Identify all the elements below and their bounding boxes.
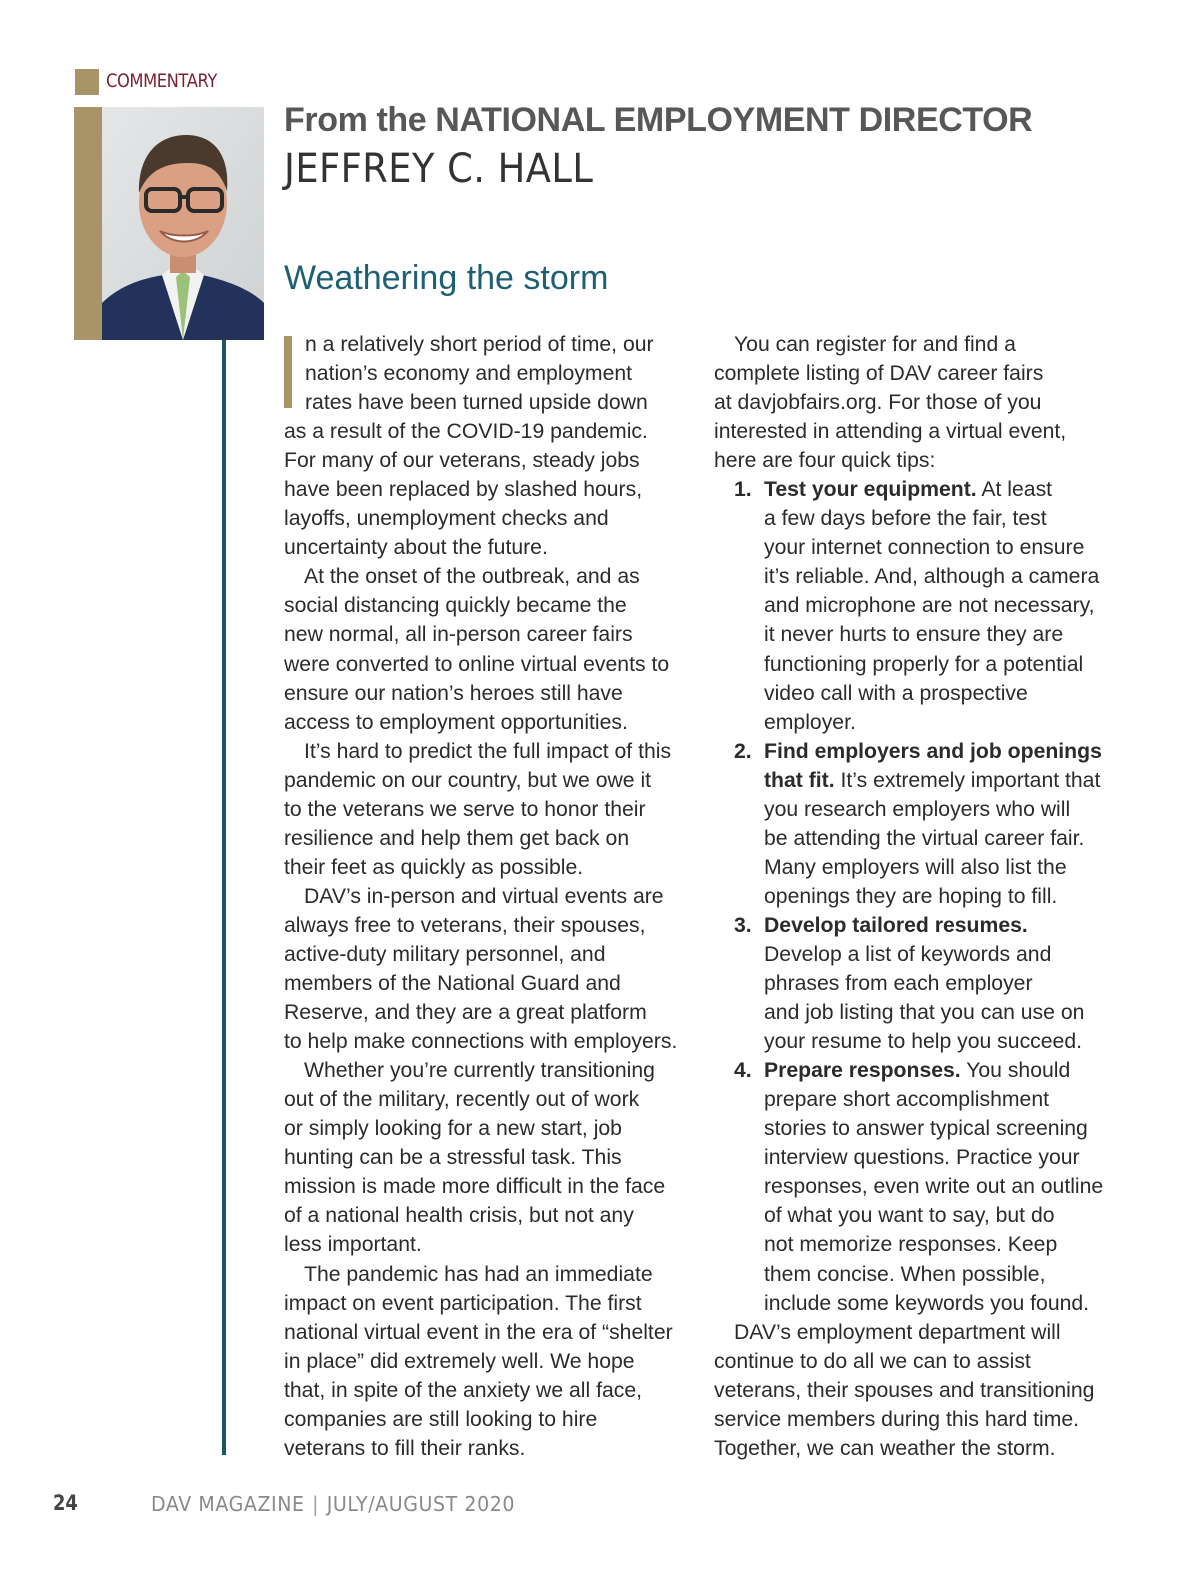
- section-marker: [75, 69, 99, 95]
- column-kicker: [284, 101, 1032, 140]
- text-line: it never hurts to ensure they are: [764, 623, 1064, 647]
- drop-cap-bar: [284, 336, 292, 408]
- text-line: or simply looking for a new start, job: [284, 1117, 622, 1141]
- text-line: interested in attending a virtual event,: [714, 420, 1067, 444]
- text-line: prepare short accomplishment: [764, 1088, 1049, 1112]
- text-line: pandemic on our country, but we owe it: [284, 768, 652, 792]
- text-line: At least: [976, 478, 1053, 502]
- tip-number: 1.: [734, 478, 752, 502]
- tip-number: 3.: [734, 913, 752, 937]
- tip-item: [714, 737, 1126, 911]
- page-number: 24: [53, 1491, 78, 1515]
- text-line: continue to do all we can to assist: [714, 1349, 1031, 1373]
- text-line: Develop a list of keywords and: [764, 942, 1052, 966]
- author-photo: [102, 107, 264, 340]
- paragraph: [714, 1318, 1126, 1463]
- text-line: service members during this hard time.: [714, 1407, 1080, 1431]
- text-line: hunting can be a stressful task. This: [284, 1146, 622, 1170]
- author-name: JEFFREY C. HALL: [284, 146, 594, 192]
- paragraph: [284, 737, 694, 882]
- issue-date: JULY/AUGUST 2020: [326, 1492, 516, 1516]
- text-line: new normal, all in-person career fairs: [284, 623, 633, 647]
- text-line: out of the military, recently out of work: [284, 1088, 640, 1112]
- paragraph: [284, 1056, 694, 1259]
- text-line: them concise. When possible,: [764, 1262, 1046, 1286]
- tip-number: 4.: [734, 1059, 752, 1083]
- text-line: functioning properly for a potential: [764, 652, 1084, 676]
- text-line: mission is made more difficult in the face: [284, 1175, 666, 1199]
- tip-item: [714, 1056, 1126, 1317]
- article-right-column: [714, 330, 1126, 1463]
- text-line: ensure our nation’s heroes still have: [284, 681, 623, 705]
- text-line: you research employers who will: [764, 797, 1071, 821]
- text-line: active-duty military personnel, and: [284, 942, 606, 966]
- text-line: to help make connections with employers.: [284, 1030, 678, 1054]
- text-line: social distancing quickly became the: [284, 594, 627, 618]
- text-line: as a result of the COVID-19 pandemic.: [284, 420, 648, 444]
- text-line: layoffs, unemployment checks and: [284, 507, 609, 531]
- section-label: COMMENTARY: [106, 70, 217, 92]
- text-line: You can register for and find a: [734, 333, 1016, 356]
- text-line: DAV’s employment department will: [734, 1320, 1061, 1344]
- publication-name: DAV MAGAZINE: [151, 1492, 305, 1516]
- text-line: For many of our veterans, steady jobs: [284, 449, 640, 473]
- text-line: your internet connection to ensure: [764, 536, 1085, 560]
- text-line: companies are still looking to hire: [284, 1407, 598, 1431]
- text-line: The pandemic has had an immediate: [304, 1262, 653, 1286]
- kicker-prefix: From the: [284, 101, 427, 139]
- text-line: not memorize responses. Keep: [764, 1233, 1058, 1257]
- paragraph: [284, 330, 694, 562]
- text-line: DAV’s in-person and virtual events are: [304, 884, 664, 908]
- text-line: employer.: [764, 710, 856, 734]
- text-line: less important.: [284, 1233, 422, 1257]
- text-line: in place” did extremely well. We hope: [284, 1349, 635, 1373]
- text-line: At the onset of the outbreak, and as: [304, 565, 640, 589]
- text-line: You should: [960, 1059, 1071, 1083]
- text-line: include some keywords you found.: [764, 1291, 1090, 1315]
- article-headline: Weathering the storm: [284, 259, 609, 297]
- text-line: access to employment opportunities.: [284, 710, 628, 734]
- text-line: a few days before the fair, test: [764, 507, 1047, 531]
- tip-title: Develop tailored resumes.: [764, 913, 1028, 937]
- footer-separator: |: [312, 1492, 320, 1516]
- text-line: veterans, their spouses and transitioning: [714, 1378, 1095, 1402]
- text-line: of what you want to say, but do: [764, 1204, 1055, 1228]
- teal-vertical-rule: [222, 340, 226, 1455]
- text-line: complete listing of DAV career fairs: [714, 362, 1044, 386]
- text-line: interview questions. Practice your: [764, 1146, 1080, 1170]
- text-line: members of the National Guard and: [284, 972, 621, 996]
- tip-title-continued: that fit.: [764, 768, 835, 792]
- text-line: always free to veterans, their spouses,: [284, 913, 646, 937]
- text-line: national virtual event in the era of “shelter: [284, 1320, 673, 1344]
- text-line: and microphone are not necessary,: [764, 594, 1095, 618]
- text-line: openings they are hoping to fill.: [764, 884, 1058, 908]
- text-line: uncertainty about the future.: [284, 536, 548, 560]
- text-line: be attending the virtual career fair.: [764, 826, 1085, 850]
- text-line: resilience and help them get back on: [284, 826, 630, 850]
- text-line: at davjobfairs.org. For those of you: [714, 391, 1042, 415]
- text-line: Whether you’re currently transitioning: [304, 1059, 655, 1083]
- article-left-column: [284, 330, 694, 1463]
- tips-list: [714, 475, 1126, 1317]
- text-line: of a national health crisis, but not any: [284, 1204, 634, 1228]
- text-line: Together, we can weather the storm.: [714, 1436, 1056, 1460]
- text-line: It’s extremely important that: [834, 768, 1101, 792]
- text-line: Reserve, and they are a great platform: [284, 1001, 647, 1025]
- text-line: phrases from each employer: [764, 972, 1033, 996]
- text-line: video call with a prospective: [764, 681, 1028, 705]
- tip-number: 2.: [734, 739, 752, 763]
- text-line: Many employers will also list the: [764, 855, 1067, 879]
- tip-title: Find employers and job openings: [764, 739, 1102, 763]
- text-line: that, in spite of the anxiety we all face,: [284, 1378, 643, 1402]
- text-line: and job listing that you can use on: [764, 1001, 1085, 1025]
- paragraph: [284, 882, 694, 1056]
- text-line: nation’s economy and employment: [305, 362, 633, 386]
- text-line: rates have been turned upside down: [305, 391, 648, 415]
- text-line: it’s reliable. And, although a camera: [764, 565, 1100, 589]
- author-portrait-illustration: [102, 107, 264, 340]
- author-photo-frame: [74, 107, 264, 340]
- paragraph: [714, 330, 1126, 475]
- kicker-title: NATIONAL EMPLOYMENT DIRECTOR: [435, 101, 1033, 139]
- text-line: It’s hard to predict the full impact of this: [304, 739, 672, 763]
- paragraph: [284, 562, 694, 736]
- text-line: were converted to online virtual events to: [284, 652, 670, 676]
- text-line: have been replaced by slashed hours,: [284, 478, 643, 502]
- tip-title: Test your equipment.: [764, 478, 977, 502]
- text-line: veterans to fill their ranks.: [284, 1436, 526, 1460]
- paragraph: [284, 1260, 694, 1463]
- running-footer: [151, 1492, 515, 1516]
- text-line: stories to answer typical screening: [764, 1117, 1088, 1141]
- text-line: here are four quick tips:: [714, 449, 936, 473]
- text-line: responses, even write out an outline: [764, 1175, 1104, 1199]
- tip-item: [714, 475, 1126, 736]
- text-line: n a relatively short period of time, our: [305, 333, 654, 356]
- tip-title: Prepare responses.: [764, 1059, 961, 1083]
- text-line: to the veterans we serve to honor their: [284, 797, 646, 821]
- text-line: their feet as quickly as possible.: [284, 855, 584, 879]
- text-line: impact on event participation. The first: [284, 1291, 642, 1315]
- tip-item: [714, 911, 1126, 1056]
- text-line: your resume to help you succeed.: [764, 1030, 1082, 1054]
